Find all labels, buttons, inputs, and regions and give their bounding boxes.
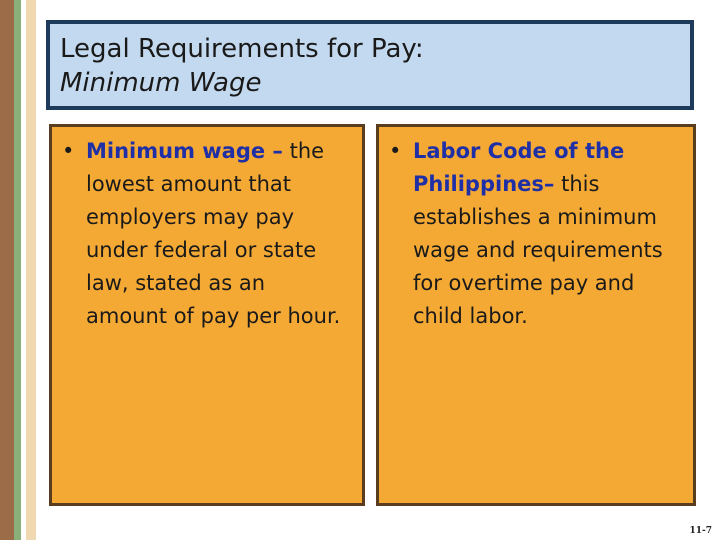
right-bullet-item [389, 135, 683, 333]
right-definition: this establishes a minimum wage and requirements for overtime pay and child labor. [413, 172, 663, 328]
slide-title-box [46, 20, 694, 110]
left-decor-line [26, 0, 36, 540]
left-content-box [49, 124, 365, 506]
left-bullet-text [86, 135, 352, 333]
slide-title: Legal Requirements for Pay: [60, 34, 424, 64]
left-decor-strip [0, 0, 14, 540]
slide-subtitle: Minimum Wage [60, 68, 262, 98]
right-bullet-text [413, 135, 683, 333]
bullet-icon: • [62, 139, 75, 163]
page-number: 11-7 [689, 526, 712, 536]
bullet-icon: • [389, 139, 402, 163]
right-content-box [376, 124, 696, 506]
right-term: Labor Code of the Philippines– [413, 139, 625, 196]
left-definition: the lowest amount that employers may pay under federal or state law, stated as an amount of pay per hour. [86, 139, 341, 328]
left-term: Minimum wage – [86, 139, 283, 163]
left-bullet-item [62, 135, 352, 333]
left-decor-accent [14, 0, 21, 540]
